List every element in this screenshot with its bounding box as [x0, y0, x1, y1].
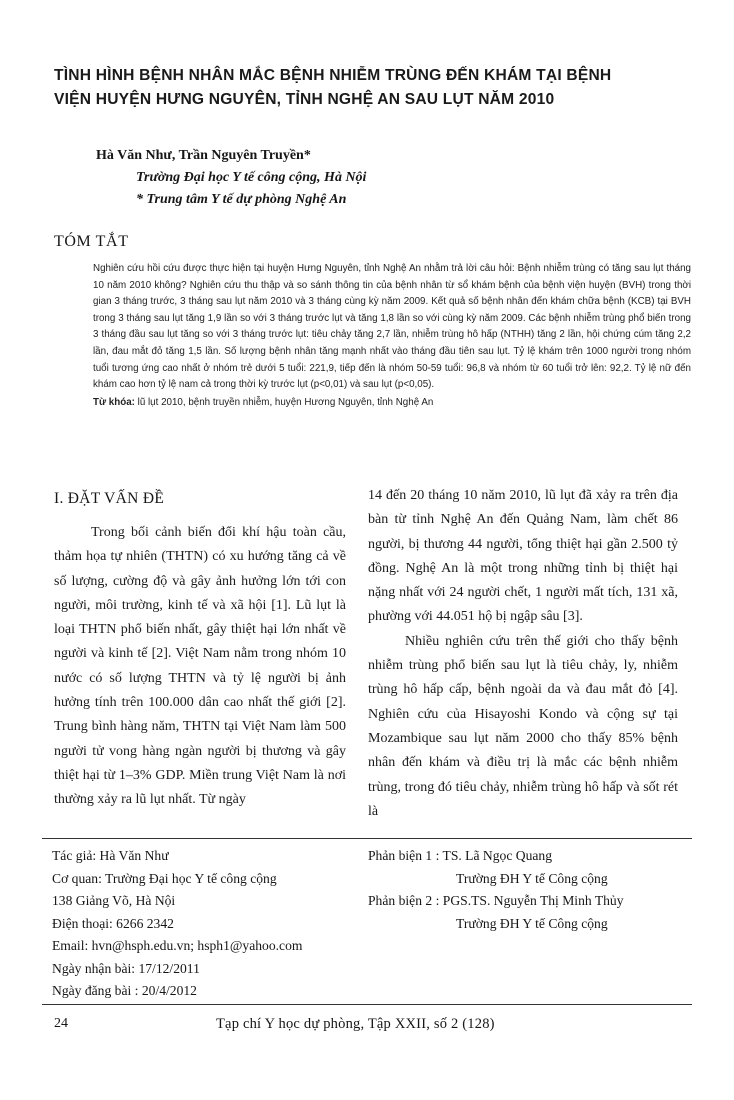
- column-right: [368, 484, 678, 824]
- keywords-label: Từ khóa:: [93, 396, 135, 408]
- intro-paragraph-2: 14 đến 20 tháng 10 năm 2010, lũ lụt đã xảy ra trên địa bàn từ tỉnh Nghệ An đến Quảng Nam, làm chết 86 người, bị thương 44 người, tổng thiệt hại gần 2.500 tỷ đồng. Nghệ An là một trong những tỉnh bị thiệt hại nặng nhất với 24 người chết, 1 người mất tích, 131 xã, phường với 44.051 hộ bị ngập sâu [3].: [368, 488, 678, 625]
- abstract-heading: TÓM TẮT: [54, 233, 129, 250]
- column-left: [54, 521, 346, 813]
- reviewer-1-institution: Trường ĐH Y tế Công cộng: [456, 870, 608, 886]
- contact-agency: Cơ quan: Trường Đại học Y tế công cộng: [52, 870, 277, 886]
- keywords-text: lũ lụt 2010, bệnh truyền nhiễm, huyện Hương Nguyên, tỉnh Nghệ An: [134, 396, 434, 408]
- reviewer-2-institution: Trường ĐH Y tế Công cộng: [456, 915, 608, 931]
- page-number: 24: [54, 1016, 68, 1031]
- reviewer-2: Phản biện 2 : PGS.TS. Nguyễn Thị Minh Thủy: [368, 893, 624, 908]
- title-line-1: TÌNH HÌNH BỆNH NHÂN MẮC BỆNH NHIỄM TRÙNG ĐẾN KHÁM TẠI BỆNH: [54, 67, 612, 84]
- abstract-body: Nghiên cứu hồi cứu được thực hiện tại huyện Hưng Nguyên, tỉnh Nghệ An nhằm trả lời câu hỏi: Bệnh nhiễm trùng có tăng sau lụt tháng 10 năm 2010 không? Nghiên cứu thu thập và so sánh thông tin của bệnh nhân từ sổ khám bệnh của bệnh viện huyện (BVH) trong thời gian 3 tháng trước, 3 tháng sau lụt năm 2010 và 3 tháng cùng kỳ năm 2009. Kết quả số bệnh nhân đến khám chữa bệnh (KCB) tại BVH trong 3 tháng sau lụt tăng 1,9 lần so với 3 tháng trước lụt và tăng 1,8 lần so với cùng kỳ năm 2009. Các bệnh nhiễm trùng phổ biến trong 3 tháng đầu sau lụt tăng so với 3 tháng trước lụt: tiêu chảy tăng 2,7 lần, nhiễm trùng hô hấp (NTHH) tăng 2 lần, hội chứng cúm tăng 2,2 lần, đau mắt đỏ tăng 1,5 lần. Số lượng bệnh nhân tăng mạnh nhất vào tháng đầu tiên sau lụt. Tỷ lệ khám trên 1000 người trong nhóm tuổi tương ứng cao nhất ở nhóm trẻ dưới 5 tuổi: 221,9, tiếp đến là nhóm 50-59 tuổi: 96,8 và nhóm từ 60 tuổi trở lên: 92,2. Tỷ lệ nữ đến khám cao hơn tỷ lệ nam cả trong thời kỳ trước lụt (p<0,01) và sau lụt (p<0,05).: [93, 263, 691, 391]
- contact-email: Email: hvn@hsph.edu.vn; hsph1@yahoo.com: [52, 938, 303, 953]
- published-date: Ngày đăng bài : 20/4/2012: [52, 983, 197, 998]
- author-contact-info: [52, 845, 362, 1003]
- contact-phone: Điện thoại: 6266 2342: [52, 915, 174, 931]
- authors: Hà Văn Như, Trần Nguyên Truyền*: [96, 148, 311, 163]
- received-date: Ngày nhận bài: 17/12/2011: [52, 960, 200, 976]
- page-footer-divider: [42, 1004, 692, 1005]
- article-title: [54, 64, 694, 112]
- affiliation-1: Trường Đại học Y tế công cộng, Hà Nội: [136, 170, 367, 185]
- contact-address: 138 Giảng Võ, Hà Nội: [52, 893, 176, 908]
- title-line-2: VIỆN HUYỆN HƯNG NGUYÊN, TỈNH NGHỆ AN SAU LỤT NĂM 2010: [54, 91, 555, 108]
- contact-author: Tác giả: Hà Văn Như: [52, 848, 169, 863]
- journal-citation: Tạp chí Y học dự phòng, Tập XXII, số 2 (128): [216, 1016, 495, 1032]
- section-heading: I. ĐẶT VẤN ĐỀ: [54, 490, 165, 507]
- affiliation-2: * Trung tâm Y tế dự phòng Nghệ An: [136, 192, 347, 207]
- abstract: [93, 261, 691, 411]
- reviewers: [368, 845, 698, 935]
- intro-paragraph-1: Trong bối cảnh biến đổi khí hậu toàn cầu, thảm họa tự nhiên (THTN) có xu hướng tăng cả về số lượng, cường độ và gây ảnh hưởng lớn tới con người, môi trường, kinh tế và xã hội [1]. Lũ lụt là loại THTN phổ biến nhất, gây thiệt hại lớn nhất về người và kinh tế [2]. Việt Nam nằm trong nhóm 10 nước có số lượng THTN và tỷ lệ người bị ảnh hưởng tính trên 100.000 dân cao nhất thế giới [2]. Trung bình hàng năm, THTN tại Việt Nam làm 500 người tử vong hàng ngàn người bị thương và gây thiệt hại từ 1–3% GDP. Miền trung Việt Nam là nơi thường xảy ra lũ lụt nhất. Từ ngày: [54, 525, 346, 808]
- reviewer-1: Phản biện 1 : TS. Lã Ngọc Quang: [368, 848, 552, 863]
- intro-paragraph-3: Nhiều nghiên cứu trên thế giới cho thấy bệnh nhiễm trùng phổ biến sau lụt là tiêu chảy, ly, nhiễm trùng hô hấp cấp, bệnh ngoài da và đau mắt đỏ [4]. Nghiên cứu của Hisayoshi Kondo và cộng sự tại Mozambique sau lụt năm 2000 cho thấy 85% bệnh nhân đến khám và điều trị là mắc các bệnh nhiễm trùng, trong đó tiêu chảy, nhiễm trùng hô hấp và sốt rét là: [368, 633, 678, 819]
- keywords: [93, 395, 691, 412]
- footer-divider: [42, 838, 692, 839]
